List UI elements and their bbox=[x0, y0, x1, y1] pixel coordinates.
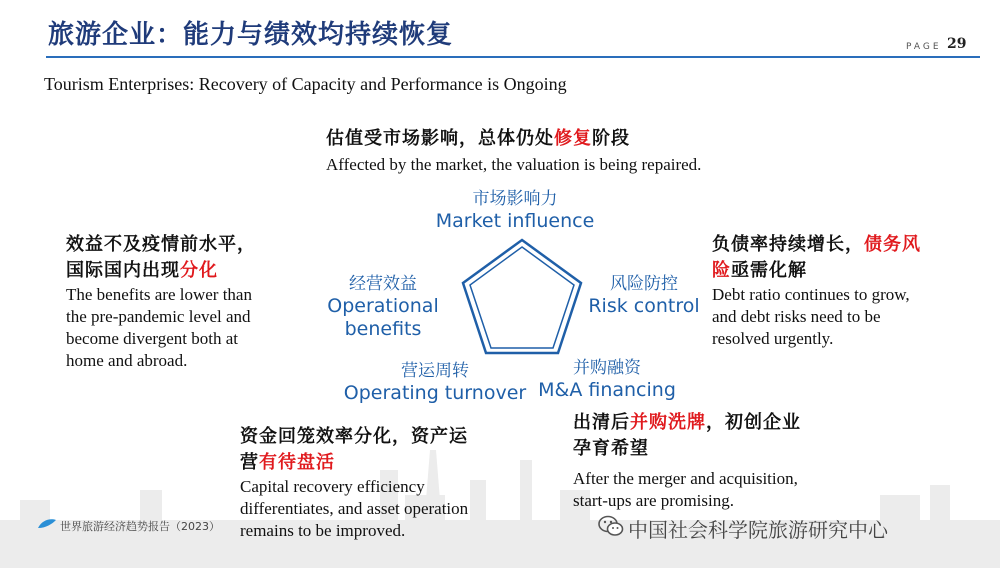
text: 国际国内出现 bbox=[66, 260, 180, 281]
report-logo-icon bbox=[36, 516, 58, 532]
pentagon-outer bbox=[463, 240, 581, 353]
watermark-source: 中国社会科学院旅游研究中心 bbox=[628, 518, 888, 542]
label-market-influence bbox=[430, 188, 600, 233]
text-line: After the merger and acquisition, bbox=[573, 469, 798, 488]
text-line: The benefits are lower than bbox=[66, 285, 252, 304]
text-line: home and abroad. bbox=[66, 351, 188, 370]
highlight-text: 修复 bbox=[554, 128, 592, 149]
label-operational-benefits bbox=[318, 273, 448, 341]
text: 孕育希望 bbox=[573, 438, 649, 459]
label-en: Operational bbox=[327, 295, 439, 317]
text-line: and debt risks need to be bbox=[712, 307, 881, 326]
label-en: benefits bbox=[344, 318, 422, 340]
page-subtitle: Tourism Enterprises: Recovery of Capacity and Performance is Ongoing bbox=[44, 74, 567, 94]
text-line: start-ups are promising. bbox=[573, 491, 734, 510]
text-line: remains to be improved. bbox=[240, 521, 406, 540]
block-valuation-en: Affected by the market, the valuation is being repaired. bbox=[326, 155, 702, 174]
page-label: PAGE bbox=[906, 42, 942, 52]
page-title: 旅游企业：能力与绩效均持续恢复 bbox=[48, 20, 454, 50]
label-mna-financing bbox=[532, 357, 682, 402]
text-line: the pre-pandemic level and bbox=[66, 307, 251, 326]
wechat-icon bbox=[598, 514, 624, 538]
text: 阶段 bbox=[592, 128, 630, 149]
text-line: become divergent both at bbox=[66, 329, 238, 348]
text: 估值受市场影响，总体仍处 bbox=[326, 128, 554, 149]
label-en: Market influence bbox=[435, 210, 595, 232]
label-operating-turnover bbox=[340, 360, 530, 405]
label-cn: 并购融资 bbox=[573, 358, 641, 378]
highlight-text: 险 bbox=[712, 260, 731, 281]
label-en: Operating turnover bbox=[343, 382, 527, 404]
text: 亟需化解 bbox=[731, 260, 807, 281]
page-number: 29 bbox=[947, 36, 967, 52]
label-cn: 市场影响力 bbox=[472, 189, 558, 209]
text: 资金回笼效率分化，资产运 bbox=[240, 426, 468, 447]
highlight-text: 分化 bbox=[180, 260, 218, 281]
text-line: Capital recovery efficiency bbox=[240, 477, 425, 496]
highlight-text: 并购洗牌 bbox=[630, 412, 706, 433]
text-line: Debt ratio continues to grow, bbox=[712, 285, 910, 304]
label-cn: 营运周转 bbox=[401, 361, 469, 381]
report-source: 世界旅游经济趋势报告（2023） bbox=[60, 520, 220, 533]
text: ，初创企业 bbox=[706, 412, 801, 433]
text-line: resolved urgently. bbox=[712, 329, 834, 348]
text: 负债率持续增长， bbox=[712, 234, 864, 255]
label-en: M&A financing bbox=[538, 379, 676, 401]
label-cn: 风险防控 bbox=[610, 274, 678, 294]
text-line: differentiates, and asset operation bbox=[240, 499, 469, 518]
label-cn: 经营效益 bbox=[349, 274, 417, 294]
pentagon-inner bbox=[470, 247, 574, 348]
text: 效益不及疫情前水平， bbox=[66, 234, 256, 255]
label-en: Risk control bbox=[588, 295, 700, 317]
text: 出清后 bbox=[573, 412, 630, 433]
highlight-text: 债务风 bbox=[864, 234, 921, 255]
text: 营 bbox=[240, 452, 259, 473]
highlight-text: 有待盘活 bbox=[259, 452, 335, 473]
label-risk-control bbox=[584, 273, 704, 318]
